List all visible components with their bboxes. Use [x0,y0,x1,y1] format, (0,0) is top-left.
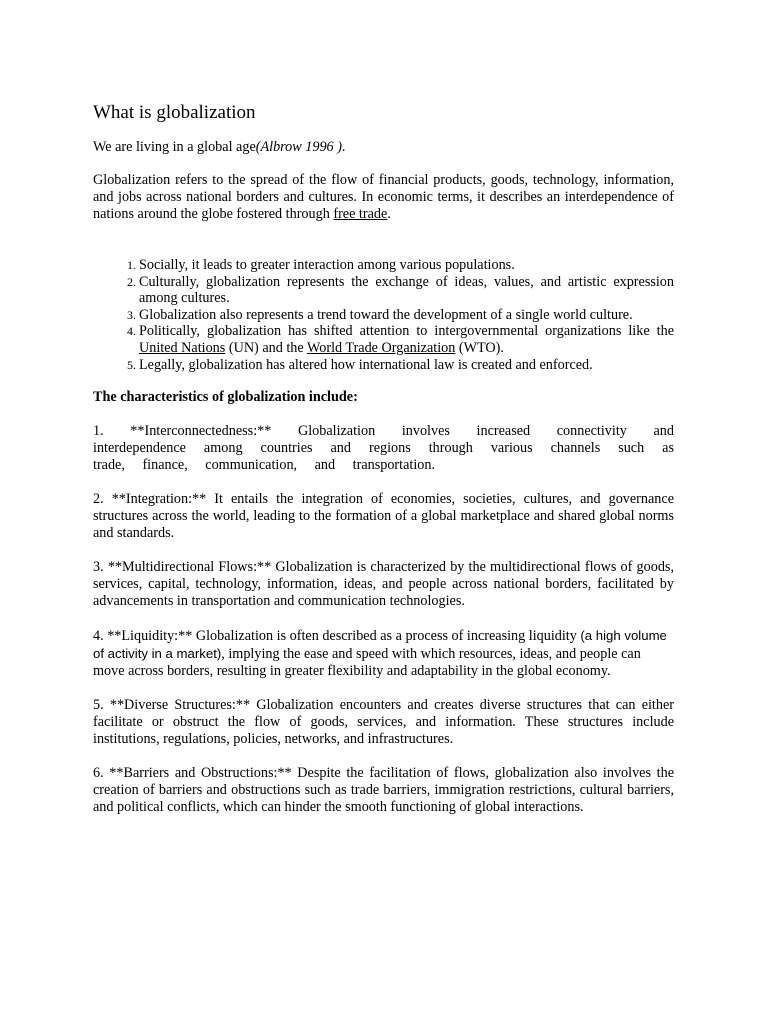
page-title: What is globalization [93,102,256,123]
intro-paragraph [93,139,674,156]
list-item [139,274,674,307]
list-item [139,357,674,374]
list-item-text: Socially, it leads to greater interaction among various populations. [139,257,515,273]
characteristic-paragraph: 6. **Barriers and Obstructions:** Despite the facilitation of flows, globalization also involves the creation of barriers and obstructions such as trade barriers, immigration restrictions, cultural barriers, and political conflicts, which can hinder the smooth functioning of global interactions. [93,765,674,816]
characteristics-heading: The characteristics of globalization include: [93,389,358,406]
globalization-points-list [93,257,674,373]
characteristic-paragraph: 3. **Multidirectional Flows:** Globalization is characterized by the multidirectional flows of goods, services, capital, technology, information, ideas, and people across national borders, facilitated by advancements in transportation and communication technologies. [93,559,674,610]
characteristic-text: 4. **Liquidity:** Globalization is often described as a process of increasing liquidity [93,628,581,645]
characteristic-text: , implying the ease and speed with which resources, ideas, and people can move across borders, resulting in greater flexibility and adaptability in the global economy. [93,646,641,680]
free-trade-link[interactable]: free trade [333,206,388,222]
united-nations-link[interactable]: United Nations [139,339,226,356]
characteristic-paragraph: 5. **Diverse Structures:** Globalization encounters and creates diverse structures that can either facilitate or obstruct the flow of goods, services, and information. These structures include institutions, regulations, policies, networks, and infrastructures. [93,697,674,748]
characteristic-paragraph: 2. **Integration:** It entails the integration of economies, societies, cultures, and governance structures across the world, leading to the formation of a global marketplace and shared global norms and standards. [93,491,674,542]
characteristic-paragraph: 1. **Interconnectedness:** Globalization involves increased connectivity and interdependence among countries and regions through various channels such as trade, finance, communication, and transportation. [93,423,674,474]
list-item-text: Legally, globalization has altered how international law is created and enforced. [139,356,593,373]
list-item-text: Politically, globalization has shifted attention to intergovernmental organizations like the [139,323,674,340]
list-item-text: Globalization also represents a trend toward the development of a single world culture. [139,306,633,323]
characteristic-paragraph [93,627,674,680]
intro-citation: (Albrow 1996 ) [255,139,342,155]
definition-end: . [387,206,391,222]
list-item-text: (WTO). [455,339,504,356]
list-item [139,323,674,356]
list-item-text: (UN) and the [225,339,307,356]
liquidity-definition: (a high volume of activity in a market) [93,628,667,662]
list-item [139,257,674,274]
intro-end: . [341,139,346,155]
list-item [139,307,674,324]
list-item-text: Culturally, globalization represents the exchange of ideas, values, and artistic expression among cultures. [139,273,674,307]
wto-link[interactable]: World Trade Organization [307,339,456,356]
intro-text: We are living in a global age [93,139,256,155]
definition-paragraph [93,172,674,223]
definition-text: Globalization refers to the spread of the flow of financial products, goods, technology, information, and jobs across national borders and cultures. In economic terms, it describes an interdependence of nations around the globe fostered through [93,172,674,222]
document-page [93,100,674,816]
